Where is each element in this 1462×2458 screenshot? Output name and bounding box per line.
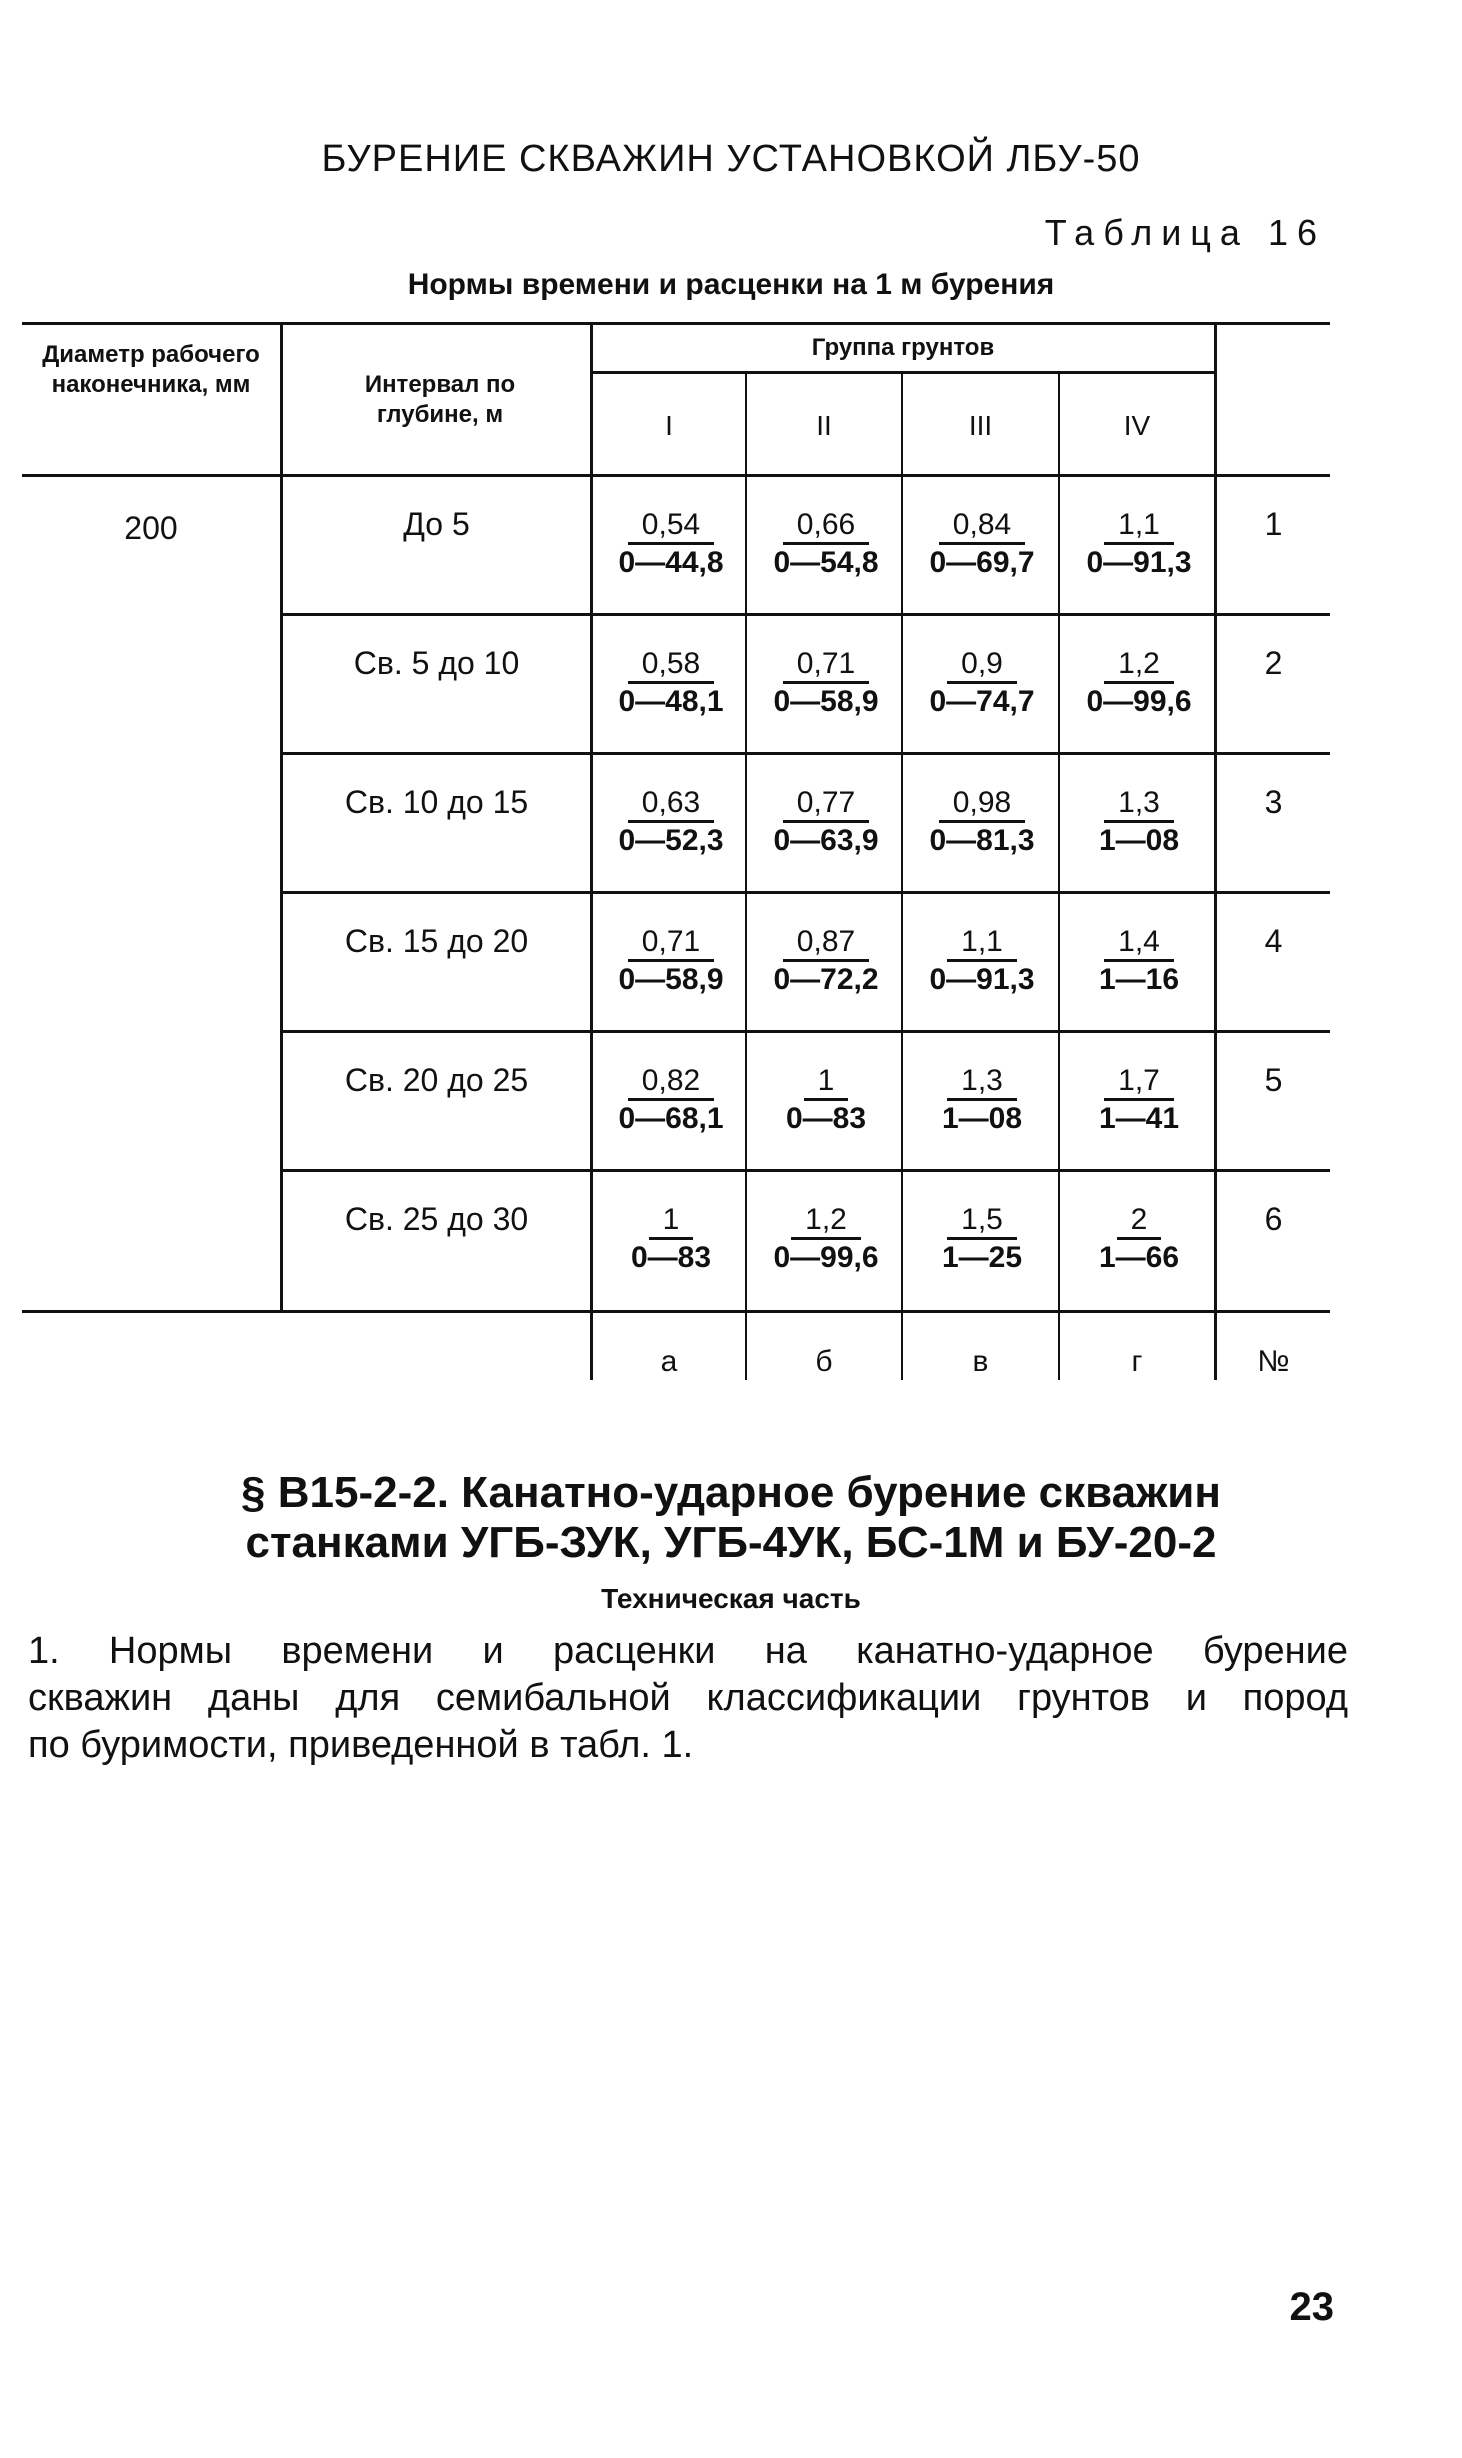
row-number: 2 xyxy=(1264,645,1283,681)
row-rule xyxy=(280,891,1330,894)
row-rule xyxy=(280,752,1330,755)
time-norm: 0,63 xyxy=(628,786,714,823)
rate-cell xyxy=(903,786,1061,859)
time-norm: 1,1 xyxy=(947,925,1017,962)
rate-cell xyxy=(592,1064,750,1137)
price-rate: 0—81,3 xyxy=(929,824,1035,857)
section-title-line1: § В15-2-2. Канатно-ударное бурение скважин xyxy=(241,1468,1221,1517)
row-interval: До 5 xyxy=(403,506,470,542)
table-top-rule xyxy=(22,322,1330,325)
time-norm: 1 xyxy=(804,1064,849,1101)
row-interval: Св. 15 до 20 xyxy=(344,923,529,959)
diameter-value: 200 xyxy=(124,510,178,546)
rate-cell xyxy=(592,925,750,998)
group-IV: IV xyxy=(1123,410,1151,441)
price-rate: 0—99,6 xyxy=(773,1241,879,1274)
group-III: III xyxy=(968,410,993,441)
time-norm: 1,3 xyxy=(1104,786,1174,823)
group-I: I xyxy=(665,410,673,441)
price-rate: 1—25 xyxy=(941,1241,1023,1274)
price-rate: 0—91,3 xyxy=(929,963,1035,996)
price-rate: 1—41 xyxy=(1098,1102,1180,1135)
price-rate: 0—44,8 xyxy=(618,546,724,579)
group-II: II xyxy=(816,410,832,441)
paragraph-line: по буримости, приведенной в табл. 1. xyxy=(28,1724,694,1766)
time-norm: 0,77 xyxy=(783,786,869,823)
row-number: 5 xyxy=(1264,1062,1283,1098)
col-header-group: Группа грунтов xyxy=(811,334,995,361)
price-rate: 0—58,9 xyxy=(773,685,879,718)
table-label: Таблица 16 xyxy=(1044,212,1326,253)
price-rate: 1—16 xyxy=(1098,963,1180,996)
time-norm: 0,82 xyxy=(628,1064,714,1101)
rate-cell xyxy=(747,508,905,581)
row-number: 1 xyxy=(1264,506,1283,542)
row-interval: Св. 10 до 15 xyxy=(344,784,529,820)
time-norm: 2 xyxy=(1117,1203,1162,1240)
row-number: 4 xyxy=(1264,923,1283,959)
time-norm: 0,54 xyxy=(628,508,714,545)
price-rate: 0—52,3 xyxy=(618,824,724,857)
price-rate: 1—08 xyxy=(941,1102,1023,1135)
footer-letter-b: б xyxy=(815,1345,833,1378)
table-title: Нормы времени и расценки на 1 м бурения xyxy=(407,268,1055,301)
section-title-line2: станками УГБ-ЗУК, УГБ-4УК, БС-1М и БУ-20-2 xyxy=(245,1518,1217,1567)
footer-letter-a: а xyxy=(660,1345,678,1378)
rate-cell xyxy=(1060,1064,1218,1137)
page-header: БУРЕНИЕ СКВАЖИН УСТАНОВКОЙ ЛБУ-50 xyxy=(321,138,1141,180)
price-rate: 0—83 xyxy=(785,1102,867,1135)
table-bottom-rule xyxy=(22,1310,1330,1313)
rate-cell xyxy=(747,647,905,720)
row-number: 3 xyxy=(1264,784,1283,820)
rate-cell xyxy=(903,508,1061,581)
time-norm: 0,71 xyxy=(628,925,714,962)
rate-cell xyxy=(592,1203,750,1276)
time-norm: 0,58 xyxy=(628,647,714,684)
price-rate: 0—48,1 xyxy=(618,685,724,718)
rate-cell xyxy=(592,786,750,859)
rate-cell xyxy=(747,1064,905,1137)
price-rate: 1—08 xyxy=(1098,824,1180,857)
rate-cell xyxy=(592,508,750,581)
rate-cell xyxy=(1060,925,1218,998)
paragraph-line: 1. Нормы времени и расценки на канатно-ударное бурение xyxy=(28,1630,1348,1672)
col-header-interval: Интервал по глубине, м xyxy=(364,371,516,428)
rate-cell xyxy=(903,1203,1061,1276)
price-rate: 0—74,7 xyxy=(929,685,1035,718)
time-norm: 1,7 xyxy=(1104,1064,1174,1101)
time-norm: 1,4 xyxy=(1104,925,1174,962)
row-rule xyxy=(280,1030,1330,1033)
time-norm: 0,9 xyxy=(947,647,1017,684)
price-rate: 0—99,6 xyxy=(1086,685,1192,718)
rate-cell xyxy=(747,1203,905,1276)
time-norm: 0,98 xyxy=(939,786,1025,823)
rate-cell xyxy=(903,647,1061,720)
rate-cell xyxy=(1060,1203,1218,1276)
rate-cell xyxy=(592,647,750,720)
row-interval: Св. 20 до 25 xyxy=(344,1062,529,1098)
table-header-rule xyxy=(22,474,1330,477)
price-rate: 0—54,8 xyxy=(773,546,879,579)
price-rate: 0—68,1 xyxy=(618,1102,724,1135)
footer-number-sign: № xyxy=(1257,1345,1290,1378)
time-norm: 1,5 xyxy=(947,1203,1017,1240)
price-rate: 1—66 xyxy=(1098,1241,1180,1274)
row-number: 6 xyxy=(1264,1201,1283,1237)
row-rule xyxy=(280,1169,1330,1172)
rate-cell xyxy=(1060,508,1218,581)
rate-cell xyxy=(747,786,905,859)
rate-cell xyxy=(903,1064,1061,1137)
row-interval: Св. 25 до 30 xyxy=(344,1201,529,1237)
price-rate: 0—72,2 xyxy=(773,963,879,996)
time-norm: 0,71 xyxy=(783,647,869,684)
row-rule xyxy=(280,613,1330,616)
section-paragraph xyxy=(28,1628,1348,1769)
paragraph-line: скважин даны для семибальной классификации грунтов и пород xyxy=(28,1677,1348,1719)
price-rate: 0—91,3 xyxy=(1086,546,1192,579)
rate-cell xyxy=(747,925,905,998)
time-norm: 0,87 xyxy=(783,925,869,962)
time-norm: 1,2 xyxy=(1104,647,1174,684)
footer-letter-v: в xyxy=(972,1345,989,1378)
rate-cell xyxy=(1060,786,1218,859)
time-norm: 1,3 xyxy=(947,1064,1017,1101)
time-norm: 0,84 xyxy=(939,508,1025,545)
time-norm: 1,1 xyxy=(1104,508,1174,545)
price-rate: 0—63,9 xyxy=(773,824,879,857)
section-subtitle: Техническая часть xyxy=(601,1583,861,1614)
price-rate: 0—69,7 xyxy=(929,546,1035,579)
time-norm: 1 xyxy=(649,1203,694,1240)
row-interval: Св. 5 до 10 xyxy=(353,645,520,681)
col-header-diameter: Диаметр рабочего наконечника, мм xyxy=(42,341,260,398)
time-norm: 1,2 xyxy=(791,1203,861,1240)
price-rate: 0—58,9 xyxy=(618,963,724,996)
price-rate: 0—83 xyxy=(630,1241,712,1274)
rate-cell xyxy=(903,925,1061,998)
time-norm: 0,66 xyxy=(783,508,869,545)
page-number: 23 xyxy=(1289,2285,1334,2329)
footer-letter-g: г xyxy=(1131,1345,1143,1378)
rate-cell xyxy=(1060,647,1218,720)
